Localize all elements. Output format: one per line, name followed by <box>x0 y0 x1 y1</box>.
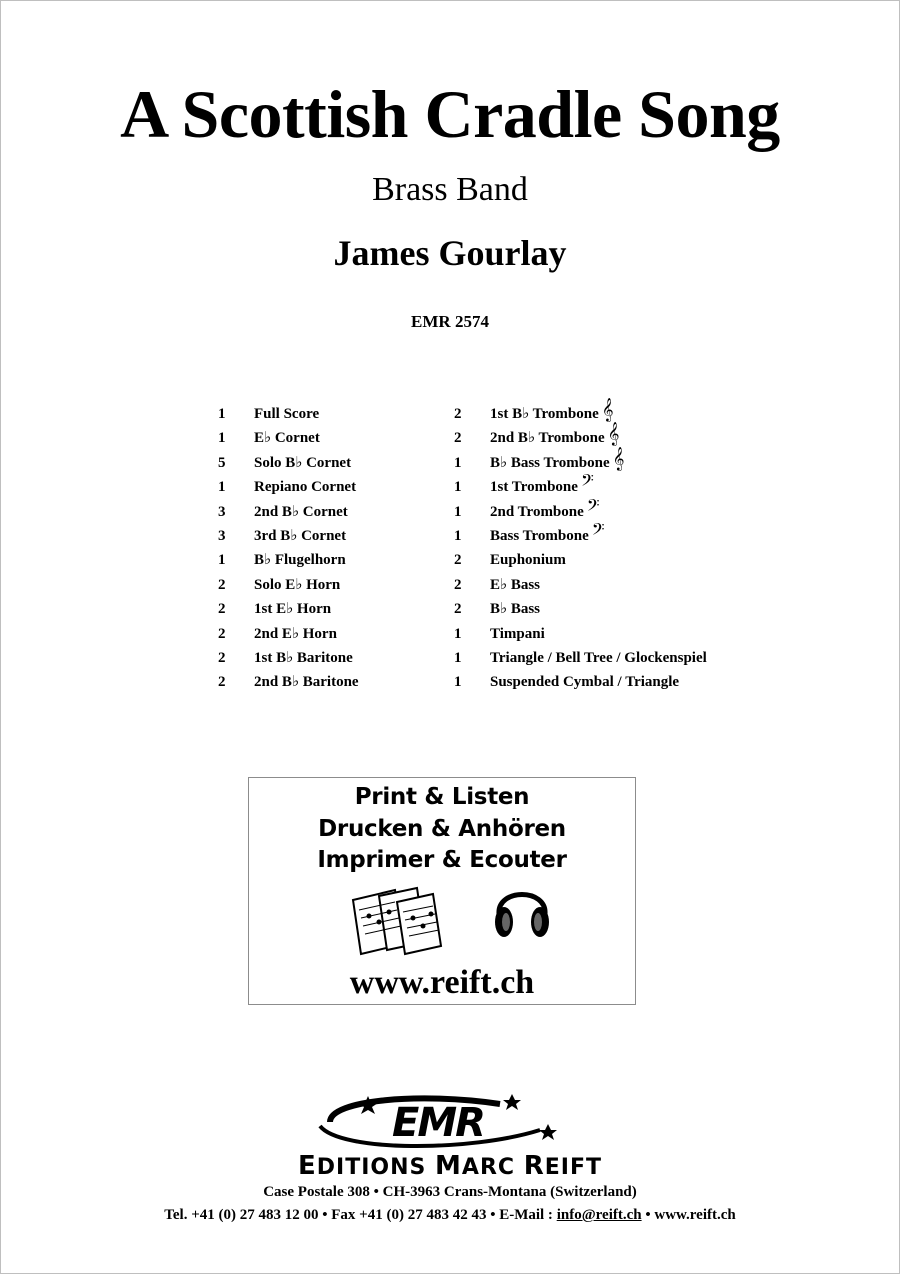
part-name: Repiano Cornet <box>254 479 357 496</box>
part-row <box>218 451 359 475</box>
publisher-contact <box>0 1205 900 1225</box>
part-name: B♭ Flugelhorn <box>254 552 346 569</box>
part-quantity: 1 <box>218 552 226 569</box>
clef-icon: 𝄢 <box>580 470 594 495</box>
publisher-address: Case Postale 308 • CH-3963 Crans-Montana (Switzerland) <box>263 1184 637 1200</box>
clef-icon: 𝄞 <box>601 397 614 421</box>
contact-website[interactable]: • www.reift.ch <box>641 1207 736 1223</box>
part-name: Full Score <box>254 406 320 422</box>
parts-list-left <box>218 402 359 695</box>
part-quantity: 2 <box>454 406 462 422</box>
part-row <box>218 597 359 621</box>
part-row <box>218 426 359 450</box>
clef-icon: 𝄢 <box>586 494 600 519</box>
email-link[interactable]: info@reift.ch <box>556 1207 642 1223</box>
emr-logo <box>300 1090 570 1152</box>
part-row <box>454 548 707 572</box>
part-row <box>454 597 707 621</box>
part-name: 1st Trombone <box>490 479 578 496</box>
part-row <box>218 402 359 426</box>
part-quantity: 2 <box>218 601 226 618</box>
part-name: 1st E♭ Horn <box>254 601 332 618</box>
part-row <box>218 500 359 524</box>
part-row <box>454 518 707 548</box>
part-row <box>218 524 359 548</box>
part-row <box>218 670 359 694</box>
part-name: 2nd B♭ Trombone <box>490 430 605 447</box>
part-name: 2nd E♭ Horn <box>254 625 337 642</box>
clef-icon: 𝄞 <box>607 421 620 446</box>
catalog-number: EMR 2574 <box>411 312 489 331</box>
part-row <box>454 421 707 450</box>
part-name: B♭ Bass <box>490 601 541 618</box>
part-quantity: 2 <box>454 601 462 618</box>
part-quantity: 1 <box>218 479 226 496</box>
part-name: Triangle / Bell Tree / Glockenspiel <box>490 649 707 666</box>
ensemble-subtitle: Brass Band <box>372 171 528 208</box>
parts-list-right <box>454 397 707 695</box>
part-quantity: 1 <box>454 454 462 471</box>
part-name: 1st B♭ Baritone <box>254 649 353 666</box>
part-row <box>218 475 359 499</box>
part-row <box>454 646 707 670</box>
promo-line-imprimer: Imprimer & Ecouter <box>317 847 567 873</box>
part-row <box>218 548 359 572</box>
promo-website-link[interactable]: www.reift.ch <box>349 964 535 1001</box>
part-quantity: 1 <box>218 406 226 422</box>
clef-icon: 𝄞 <box>612 445 625 470</box>
part-row <box>454 622 707 646</box>
part-quantity: 2 <box>218 674 226 691</box>
part-name: E♭ Bass <box>490 576 541 593</box>
part-row <box>454 670 707 694</box>
part-name: E♭ Cornet <box>254 430 320 447</box>
part-row <box>218 622 359 646</box>
part-row <box>454 573 707 597</box>
part-row <box>454 494 707 524</box>
sheet-music-icon <box>345 882 445 962</box>
part-name: 1st B♭ Trombone <box>490 406 599 422</box>
part-row <box>218 573 359 597</box>
promo-line-drucken: Drucken & Anhören <box>318 816 566 842</box>
part-quantity: 2 <box>454 576 462 593</box>
part-quantity: 1 <box>454 479 462 496</box>
print-listen-box[interactable] <box>248 777 636 1005</box>
part-name: Suspended Cymbal / Triangle <box>490 674 680 691</box>
part-quantity: 3 <box>218 527 226 544</box>
part-quantity: 1 <box>454 674 462 691</box>
part-quantity: 2 <box>218 576 226 593</box>
composer-name: James Gourlay <box>333 233 567 273</box>
headphones-icon <box>489 874 555 944</box>
part-row <box>218 646 359 670</box>
part-name: Timpani <box>490 625 545 642</box>
part-name: 2nd B♭ Baritone <box>254 674 359 691</box>
part-name: 2nd B♭ Cornet <box>254 503 348 520</box>
part-name: 2nd Trombone <box>490 503 584 520</box>
part-name: Bass Trombone <box>490 527 589 544</box>
part-quantity: 1 <box>454 649 462 666</box>
logo-text: EMR <box>392 1100 484 1146</box>
part-name: Solo E♭ Horn <box>254 576 341 593</box>
part-quantity: 2 <box>218 625 226 642</box>
part-quantity: 3 <box>218 503 226 520</box>
part-quantity: 1 <box>454 503 462 520</box>
page-title: A Scottish Cradle Song <box>120 76 780 152</box>
part-name: Solo B♭ Cornet <box>254 454 352 471</box>
promo-line-print-listen: Print & Listen <box>354 784 530 810</box>
part-row <box>454 470 707 499</box>
part-row <box>454 397 707 426</box>
part-name: Euphonium <box>490 552 566 569</box>
part-quantity: 2 <box>454 552 462 569</box>
part-quantity: 2 <box>454 430 462 447</box>
part-quantity: 1 <box>218 430 226 447</box>
clef-icon: 𝄢 <box>591 518 605 543</box>
publisher-name: EDITIONS MARC REIFT <box>298 1151 602 1181</box>
part-quantity: 2 <box>218 649 226 666</box>
part-quantity: 1 <box>454 625 462 642</box>
contact-phone-fax: Tel. +41 (0) 27 483 12 00 • Fax +41 (0) 27 483 42 43 • E-Mail : <box>164 1207 557 1223</box>
part-name: B♭ Bass Trombone <box>490 454 610 471</box>
part-name: 3rd B♭ Cornet <box>254 527 347 544</box>
part-quantity: 1 <box>454 527 462 544</box>
part-quantity: 5 <box>218 454 226 471</box>
